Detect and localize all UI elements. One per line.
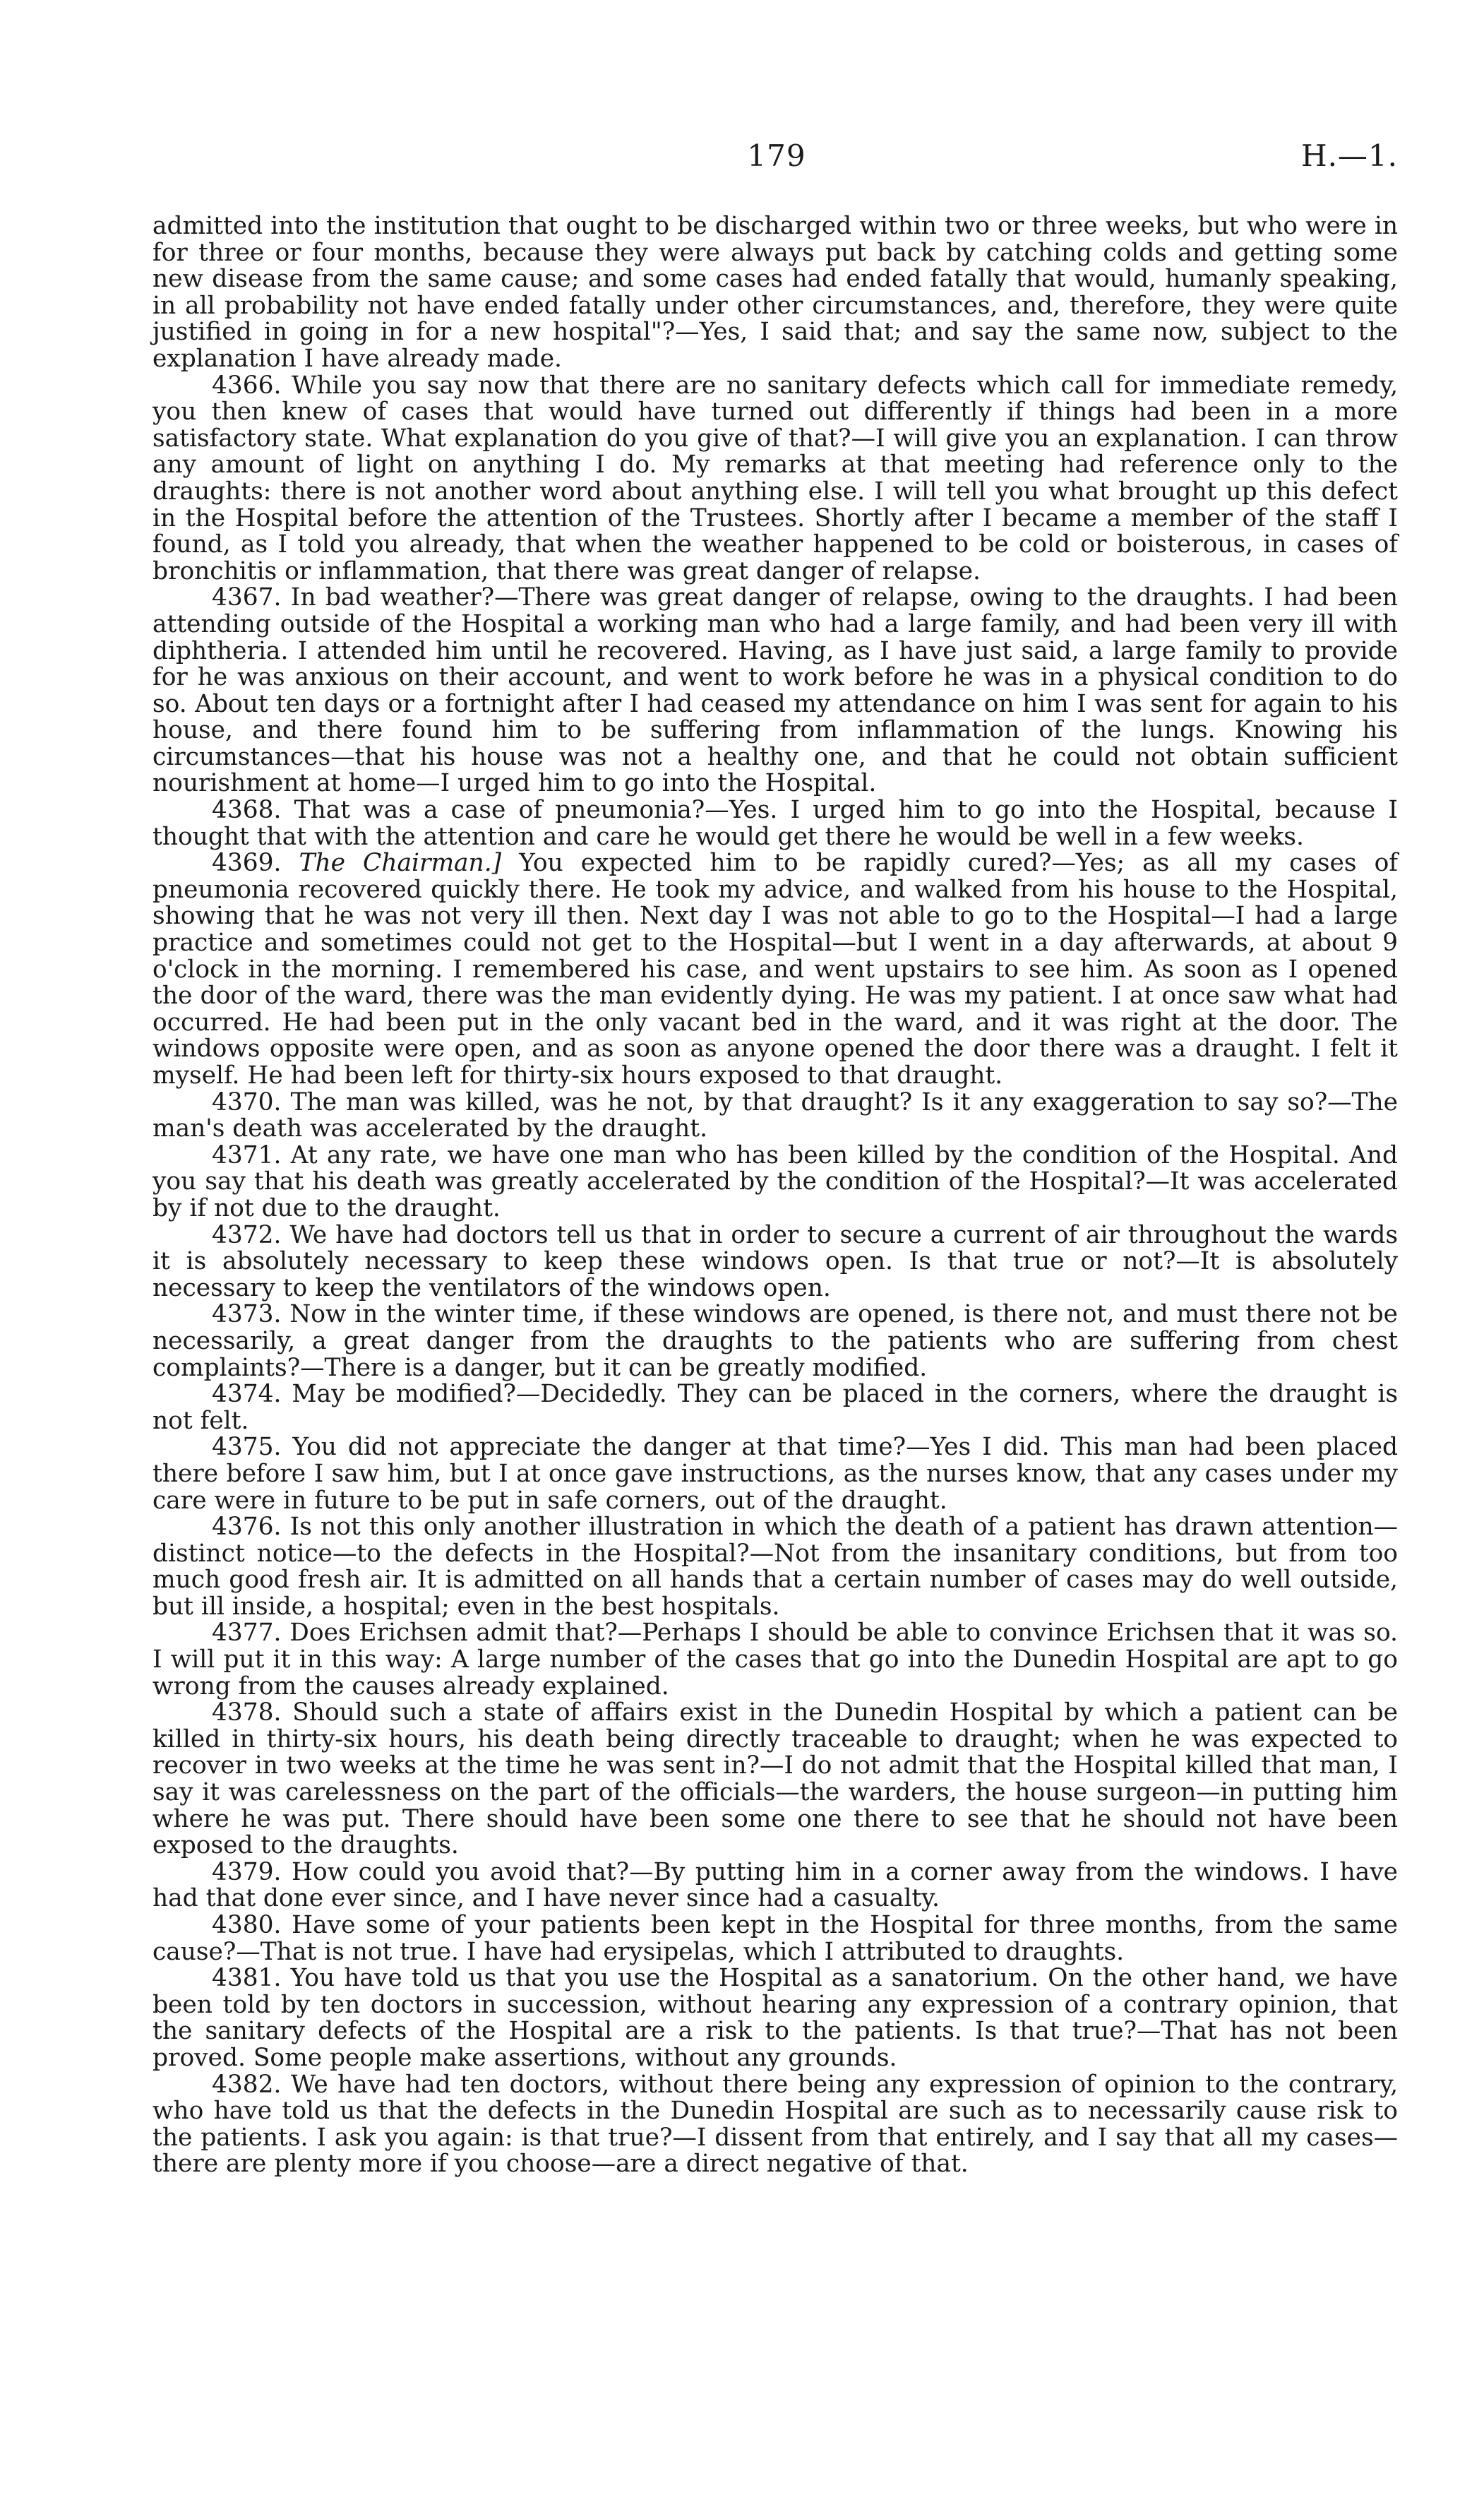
paragraph-continuation: admitted into the institution that ought to be discharged within two or three weeks, but who were in for three or four months, because they were always put back by catching colds and getting some new disease from the same cause; and some cases had ended fatally that would, humanly speaking, in all probability not have ended fatally under other circumstances, and, therefore, they were quite justified in going in for a new hospital"?—Yes, I said that; and say the same now, subject to the explanation I have already made. [152,212,1398,373]
paragraph-4380: 4380. Have some of your patients been kept in the Hospital for three months, from the same cause?—That is not true. I have had erysipelas, which I attributed to draughts. [152,1911,1398,1966]
paragraph-4369 [152,850,1398,1089]
paragraph-4372: 4372. We have had doctors tell us that in order to secure a current of air throughout the wards it is absolutely necessary to keep these windows open. Is that true or not?—It is absolutely necessary to keep the ventilators of the windows open. [152,1220,1398,1302]
page-header [0,138,1484,184]
paragraph-4376: 4376. Is not this only another illustration in which the death of a patient has drawn attention—distinct notice—to the defects in the Hospital?—Not from the insanitary conditions, but from too much good fresh air. It is admitted on all hands that a certain number of cases may do well outside, but ill inside, a hospital; even in the best hospitals. [152,1513,1398,1621]
document-reference: H.—1. [1300,138,1398,173]
paragraph-4368: 4368. That was a case of pneumonia?—Yes. I urged him to go into the Hospital, because I thought that with the attention and care he would get there he would be well in a few weeks. [152,796,1398,851]
document-body [152,213,1398,2178]
paragraph-4370: 4370. The man was killed, was he not, by that draught? Is it any exaggeration to say so?—The man's death was accelerated by the draught. [152,1088,1398,1143]
paragraph-4378: 4378. Should such a state of affairs exist in the Dunedin Hospital by which a patient can be killed in thirty-six hours, his death being directly traceable to draught; when he was expected to recover in two weeks at the time he was sent in?—I do not admit that the Hospital killed that man, I say it was carelessness on the part of the officials—the warders, the house surgeon—in putting him where he was put. There should have been some one there to see that he should not have been exposed to the draughts. [152,1698,1398,1860]
paragraph-4377: 4377. Does Erichsen admit that?—Perhaps I should be able to convince Erichsen that it was so. I will put it in this way: A large number of the cases that go into the Dunedin Hospital are apt to go wrong from the causes already explained. [152,1619,1398,1701]
paragraph-4366: 4366. While you say now that there are no sanitary defects which call for immediate remedy, you then knew of cases that would have turned out differently if things had been in a more satisfactory state. What explanation do you give of that?—I will give you an explanation. I can throw any amount of light on anything I do. My remarks at that meeting had reference only to the draughts: there is not another word about anything else. I will tell you what brought up this defect in the Hospital before the attention of the Trustees. Shortly after I became a member of the staff I found, as I told you already, that when the weather happened to be cold or boisterous, in cases of bronchitis or inflammation, that there was great danger of relapse. [152,371,1398,585]
paragraph-4373: 4373. Now in the winter time, if these windows are opened, is there not, and must there not be necessarily, a great danger from the draughts to the patients who are suffering from chest complaints?—There is a danger, but it can be greatly modified. [152,1300,1398,1382]
paragraph-4374: 4374. May be modified?—Decidedly. They can be placed in the corners, where the draught is not felt. [152,1380,1398,1435]
question-number: 4369. [212,849,299,878]
paragraph-4382: 4382. We have had ten doctors, without there being any expression of opinion to the contrary, who have told us that the defects in the Dunedin Hospital are such as to necessarily cause risk to the patients. I ask you again: is that true?—I dissent from that entirely, and I say that all my cases—there are plenty more if you choose—are a direct negative of that. [152,2070,1398,2179]
paragraph-4371: 4371. At any rate, we have one man who has been killed by the condition of the Hospital. And you say that his death was greatly accelerated by the condition of the Hospital?—It was accelerated by if not due to the draught. [152,1141,1398,1222]
paragraph-text: You expected him to be rapidly cured?—Yes; as all my cases of pneumonia recovered quickly there. He took my advice, and walked from his house to the Hospital, showing that he was not very ill then. Next day I was not able to go to the Hospital—I had a large practice and sometimes could not get to the Hospital—but I went in a day afterwards, at about 9 o'clock in the morning. I remembered his case, and went upstairs to see him. As soon as I opened the door of the ward, there was the man evidently dying. He was my patient. I at once saw what had occurred. He had been put in the only vacant bed in the ward, and it was right at the door. The windows opposite were open, and as soon as anyone opened the door there was a draught. I felt it myself. He had been left for thirty-six hours exposed to that draught. [152,849,1398,1090]
paragraph-4375: 4375. You did not appreciate the danger at that time?—Yes I did. This man had been placed there before I saw him, but I at once gave instructions, as the nurses know, that any cases under my care were in future to be put in safe corners, out of the draught. [152,1433,1398,1515]
paragraph-4379: 4379. How could you avoid that?—By putting him in a corner away from the windows. I have had that done ever since, and I have never since had a casualty. [152,1857,1398,1913]
speaker-label: The Chairman.] [299,849,502,878]
paragraph-4367: 4367. In bad weather?—There was great danger of relapse, owing to the draughts. I had been attending outside of the Hospital a working man who had a large family, and had been very ill with diphtheria. I attended him until he recovered. Having, as I have just said, a large family to provide for he was anxious on their account, and went to work before he was in a physical condition to do so. About ten days or a fortnight after I had ceased my attendance on him I was sent for again to his house, and there found him to be suffering from inflammation of the lungs. Knowing his circumstances—that his house was not a healthy one, and that he could not obtain sufficient nourishment at home—I urged him to go into the Hospital. [152,583,1398,798]
page-number: 179 [747,138,806,173]
paragraph-4381: 4381. You have told us that you use the Hospital as a sanatorium. On the other hand, we have been told by ten doctors in succession, without hearing any expression of a contrary opinion, that the sanitary defects of the Hospital are a risk to the patients. Is that true?—That has not been proved. Some people make assertions, without any grounds. [152,1964,1398,2072]
